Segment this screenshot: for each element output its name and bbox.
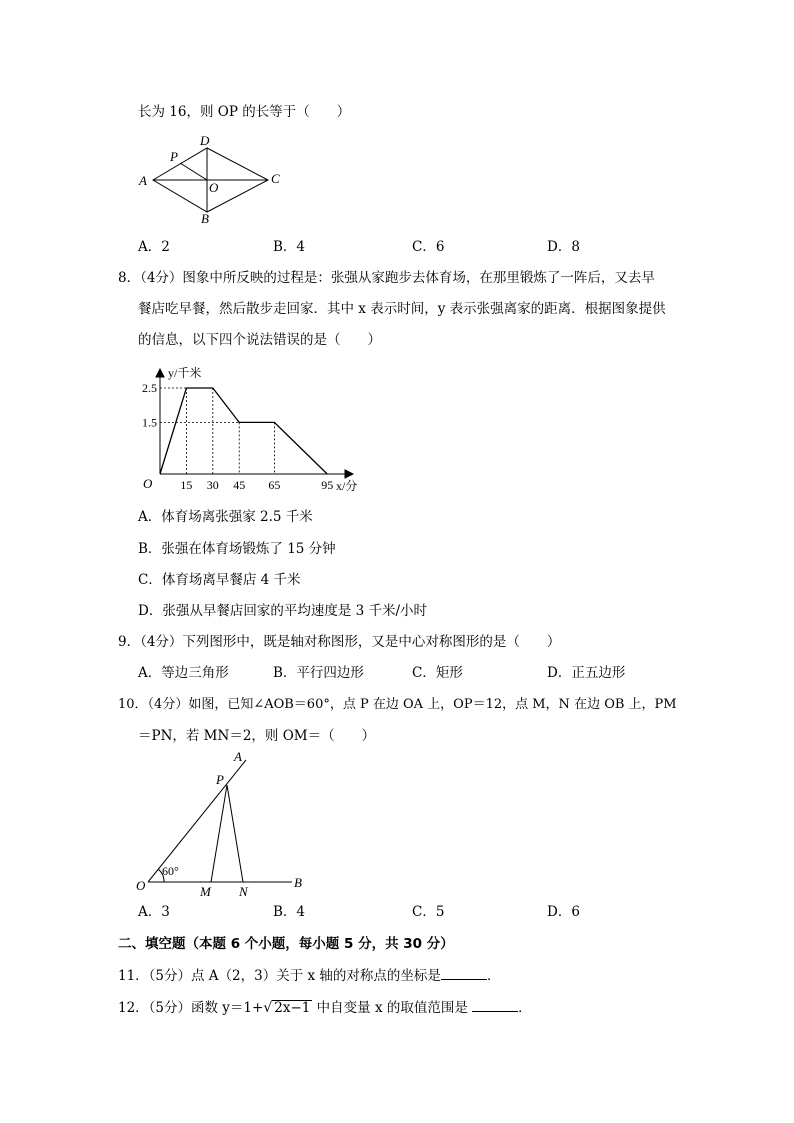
segment-op [180, 163, 207, 180]
x-axis-label: x/分 [336, 479, 358, 493]
label-n: N [239, 884, 248, 899]
q8-stem-line1: 8．（4分）图象中所反映的过程是：张强从家跑步去体育场，在那里锻炼了一阵后，又去早 [118, 270, 655, 286]
q11-answer-blank[interactable] [441, 967, 487, 980]
origin-label: O [143, 476, 153, 491]
q10-stem-line2: ＝PN，若 MN＝2，则 OM＝（ ） [138, 728, 376, 744]
y-tick-2.5: 2.5 [142, 381, 157, 395]
label-d: D [200, 133, 210, 148]
label-a: A [139, 173, 147, 188]
q12-radicand: 2x−1 [274, 1000, 311, 1016]
label-a: A [234, 749, 242, 764]
y-axis-label: y/千米 [168, 366, 202, 380]
q10-option-a[interactable]: A．3 [138, 904, 170, 920]
distance-line [160, 388, 327, 474]
sqrt-sign-icon: √ [263, 1000, 273, 1016]
label-o: O [136, 878, 146, 893]
q7-option-c[interactable]: C．6 [412, 239, 445, 255]
q9-option-a[interactable]: A．等边三角形 [138, 665, 229, 681]
q12-stem [118, 999, 532, 1017]
q8-distance-time-chart [140, 362, 380, 497]
section-fill-in-title: 二、填空题（本题 6 个小题，每小题 5 分，共 30 分） [118, 936, 454, 952]
q10-option-d[interactable]: D．6 [547, 904, 580, 920]
label-p: P [216, 772, 224, 787]
angle-label: 60° [162, 864, 179, 878]
label-b: B [294, 875, 302, 890]
x-axis-arrow [345, 470, 353, 478]
q12-end: ． [518, 1000, 532, 1016]
q10-option-c[interactable]: C．5 [412, 904, 445, 920]
label-o: O [209, 180, 219, 195]
q10-option-b[interactable]: B．4 [273, 904, 306, 920]
q9-option-d[interactable]: D．正五边形 [547, 665, 626, 681]
q12-answer-blank[interactable] [472, 999, 518, 1012]
q7-rhombus-figure [135, 130, 285, 225]
label-p: P [170, 149, 178, 164]
q8-option-a[interactable]: A．体育场离张强家 2.5 千米 [138, 509, 313, 525]
label-m: M [200, 884, 211, 899]
q7-option-d[interactable]: D．8 [547, 239, 580, 255]
q9-option-c[interactable]: C．矩形 [412, 665, 463, 681]
x-tick-95: 95 [321, 478, 334, 492]
x-tick-45: 45 [233, 478, 246, 492]
segment-pn [227, 785, 243, 882]
y-tick-1.5: 1.5 [142, 415, 157, 430]
q9-option-b[interactable]: B．平行四边形 [273, 665, 364, 681]
q7-stem-tail: 长为 16，则 OP 的长等于（ ） [138, 104, 351, 120]
q12-prefix: 12．（5分）函数 y＝1+ [118, 1000, 264, 1016]
segment-pm [211, 785, 227, 882]
x-tick-65: 65 [268, 478, 281, 492]
q12-suffix: 中自变量 x 的取值范围是 [312, 1000, 473, 1016]
q7-option-b[interactable]: B．4 [273, 239, 306, 255]
q8-option-d[interactable]: D．张强从早餐店回家的平均速度是 3 千米/小时 [138, 603, 428, 619]
q10-angle-figure [134, 748, 314, 900]
q11-stem [118, 967, 500, 985]
q8-option-c[interactable]: C．体育场离早餐店 4 千米 [138, 572, 301, 588]
x-tick-15: 15 [180, 478, 193, 492]
q8-option-b[interactable]: B．张强在体育场锻炼了 15 分钟 [138, 541, 336, 557]
q11-text: 11．（5分）点 A（2，3）关于 x 轴的对称点的坐标是 [118, 968, 441, 984]
q9-stem: 9．（4分）下列图形中，既是轴对称图形，又是中心对称图形的是（ ） [118, 634, 561, 650]
q7-option-a[interactable]: A．2 [138, 239, 170, 255]
label-c: C [271, 171, 280, 186]
q8-stem-line3: 的信息，以下四个说法错误的是（ ） [138, 332, 381, 348]
q11-end: ． [486, 968, 501, 984]
q10-stem-line1: 10．（4分）如图，已知∠AOB＝60°，点 P 在边 OA 上，OP＝12，点 M，N 在边 OB 上，PM [118, 697, 677, 712]
y-axis-arrow [156, 369, 164, 377]
label-b: B [201, 211, 209, 225]
x-tick-30: 30 [206, 478, 219, 492]
q8-stem-line2: 餐店吃早餐，然后散步走回家．其中 x 表示时间，y 表示张强离家的距离．根据图象提供 [138, 301, 666, 317]
